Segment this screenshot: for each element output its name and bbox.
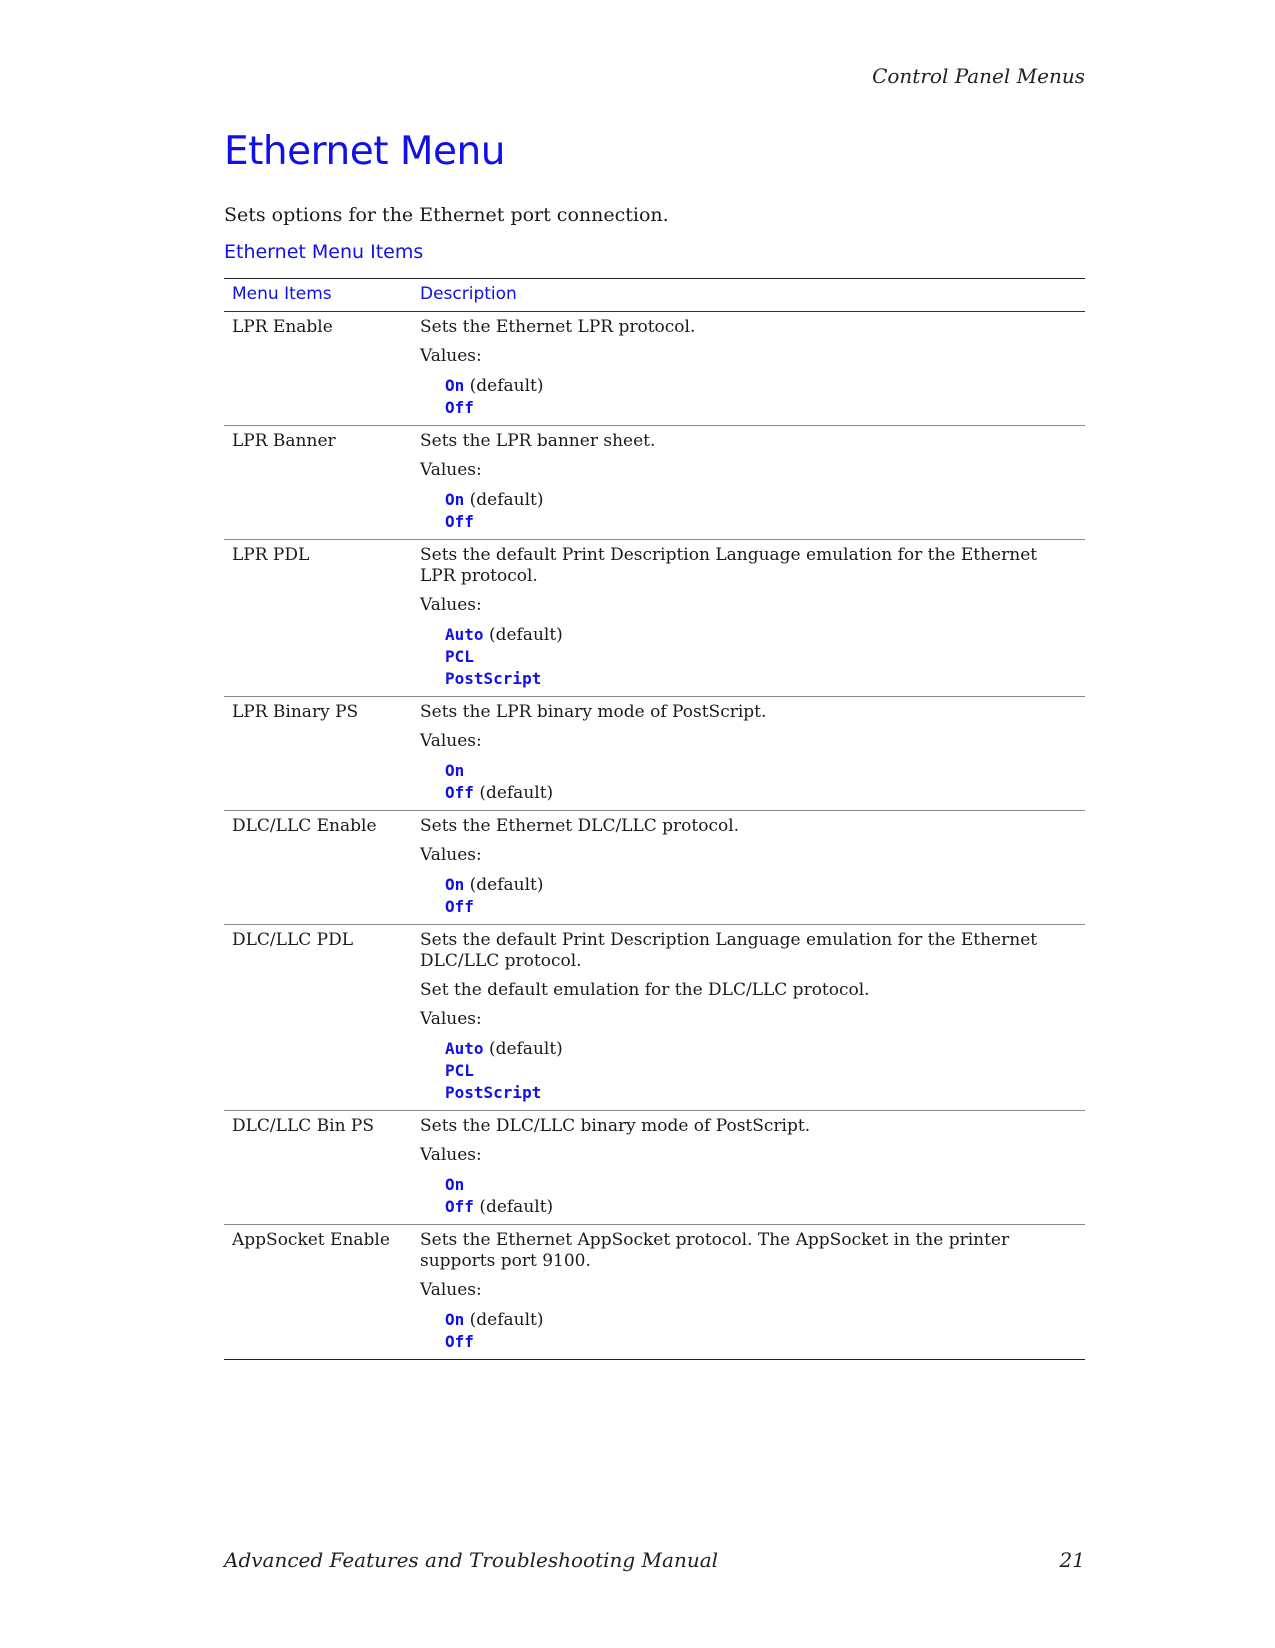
value-option [445, 1038, 1077, 1060]
value-code: On [445, 1175, 465, 1194]
table-row [224, 540, 1085, 697]
description-text: Sets the DLC/LLC binary mode of PostScript. [420, 1116, 811, 1136]
menu-item-description [412, 540, 1085, 697]
menu-item-name: LPR PDL [224, 540, 412, 697]
table-header-row [224, 279, 1085, 312]
value-note: (default) [479, 783, 554, 803]
values-list [445, 375, 1077, 419]
table-row [224, 426, 1085, 540]
values-list [445, 1038, 1077, 1104]
values-label: Values: [420, 1145, 482, 1165]
column-header-menu-items: Menu Items [224, 279, 412, 312]
value-note: (default) [469, 875, 544, 895]
value-code: PostScript [445, 1083, 542, 1102]
value-note: (default) [479, 1197, 554, 1217]
value-note: (default) [469, 490, 544, 510]
menu-item-description [412, 1111, 1085, 1225]
description-text: Sets the Ethernet DLC/LLC protocol. [420, 816, 740, 836]
values-label: Values: [420, 1280, 482, 1300]
value-code: PCL [445, 1061, 474, 1080]
description-text: Sets the LPR binary mode of PostScript. [420, 702, 767, 722]
values-list [445, 1174, 1077, 1218]
value-code: PostScript [445, 669, 542, 688]
value-note: (default) [488, 1039, 563, 1059]
values-list [445, 874, 1077, 918]
menu-item-name: DLC/LLC Enable [224, 811, 412, 925]
value-code: Auto [445, 1039, 484, 1058]
values-label: Values: [420, 460, 482, 480]
values-list [445, 1309, 1077, 1353]
table-row [224, 1111, 1085, 1225]
menu-item-name: DLC/LLC PDL [224, 925, 412, 1111]
value-code: On [445, 875, 465, 894]
value-option [445, 397, 1077, 419]
value-code: On [445, 376, 465, 395]
values-list [445, 760, 1077, 804]
value-option [445, 896, 1077, 918]
footer-page-number: 21 [1059, 1548, 1085, 1572]
value-note: (default) [469, 376, 544, 396]
table-row [224, 697, 1085, 811]
value-option [445, 668, 1077, 690]
value-code: Off [445, 1197, 474, 1216]
menu-item-name: LPR Enable [224, 312, 412, 426]
value-code: On [445, 761, 465, 780]
value-code: Auto [445, 625, 484, 644]
value-code: Off [445, 897, 474, 916]
value-note: (default) [488, 625, 563, 645]
value-code: On [445, 490, 465, 509]
description-text: Sets the default Print Description Language emulation for the Ethernet LPR protocol. [420, 545, 1038, 586]
menu-item-description [412, 925, 1085, 1111]
table-row [224, 312, 1085, 426]
value-option [445, 1060, 1077, 1082]
value-code: Off [445, 398, 474, 417]
value-option [445, 624, 1077, 646]
value-option [445, 1082, 1077, 1104]
value-option [445, 646, 1077, 668]
description-text: Sets the Ethernet AppSocket protocol. The AppSocket in the printer supports port 9100. [420, 1230, 1010, 1271]
value-code: Off [445, 783, 474, 802]
section-subtitle: Ethernet Menu Items [224, 241, 424, 263]
menu-item-description [412, 426, 1085, 540]
menu-item-name: LPR Banner [224, 426, 412, 540]
value-option [445, 489, 1077, 511]
values-label: Values: [420, 731, 482, 751]
table-row [224, 925, 1085, 1111]
column-header-description: Description [412, 279, 1085, 312]
page-title: Ethernet Menu [224, 129, 505, 174]
values-label: Values: [420, 595, 482, 615]
description-text: Sets the LPR banner sheet. [420, 431, 656, 451]
menu-item-description [412, 697, 1085, 811]
menu-item-name: AppSocket Enable [232, 1230, 390, 1250]
intro-text: Sets options for the Ethernet port connection. [224, 204, 669, 226]
value-option [445, 760, 1077, 782]
table-row [224, 811, 1085, 925]
value-option [445, 874, 1077, 896]
description-text: Set the default emulation for the DLC/LLC protocol. [420, 980, 870, 1000]
menu-items-table [224, 278, 1085, 1360]
value-option [445, 1331, 1077, 1353]
table-row [224, 1225, 1085, 1360]
value-option [445, 782, 1077, 804]
values-list [445, 489, 1077, 533]
value-option [445, 1174, 1077, 1196]
values-label: Values: [420, 346, 482, 366]
value-code: Off [445, 1332, 474, 1351]
value-option [445, 1309, 1077, 1331]
value-note: (default) [469, 1310, 544, 1330]
running-header: Control Panel Menus [872, 64, 1085, 88]
menu-item-description [412, 312, 1085, 426]
values-label: Values: [420, 845, 482, 865]
value-option [445, 1196, 1077, 1218]
values-list [445, 624, 1077, 690]
menu-item-name: DLC/LLC Bin PS [224, 1111, 412, 1225]
page-content [224, 128, 1085, 1360]
value-option [445, 375, 1077, 397]
value-code: On [445, 1310, 465, 1329]
description-text: Sets the default Print Description Language emulation for the Ethernet DLC/LLC protocol. [420, 930, 1038, 971]
value-code: PCL [445, 647, 474, 666]
value-code: Off [445, 512, 474, 531]
table-body [224, 312, 1085, 1360]
values-label: Values: [420, 1009, 482, 1029]
menu-item-description [412, 811, 1085, 925]
menu-item-name: LPR Binary PS [224, 697, 412, 811]
footer-manual-title: Advanced Features and Troubleshooting Manual [224, 1548, 719, 1572]
description-text: Sets the Ethernet LPR protocol. [420, 317, 696, 337]
menu-item-description [412, 1225, 1085, 1360]
value-option [445, 511, 1077, 533]
